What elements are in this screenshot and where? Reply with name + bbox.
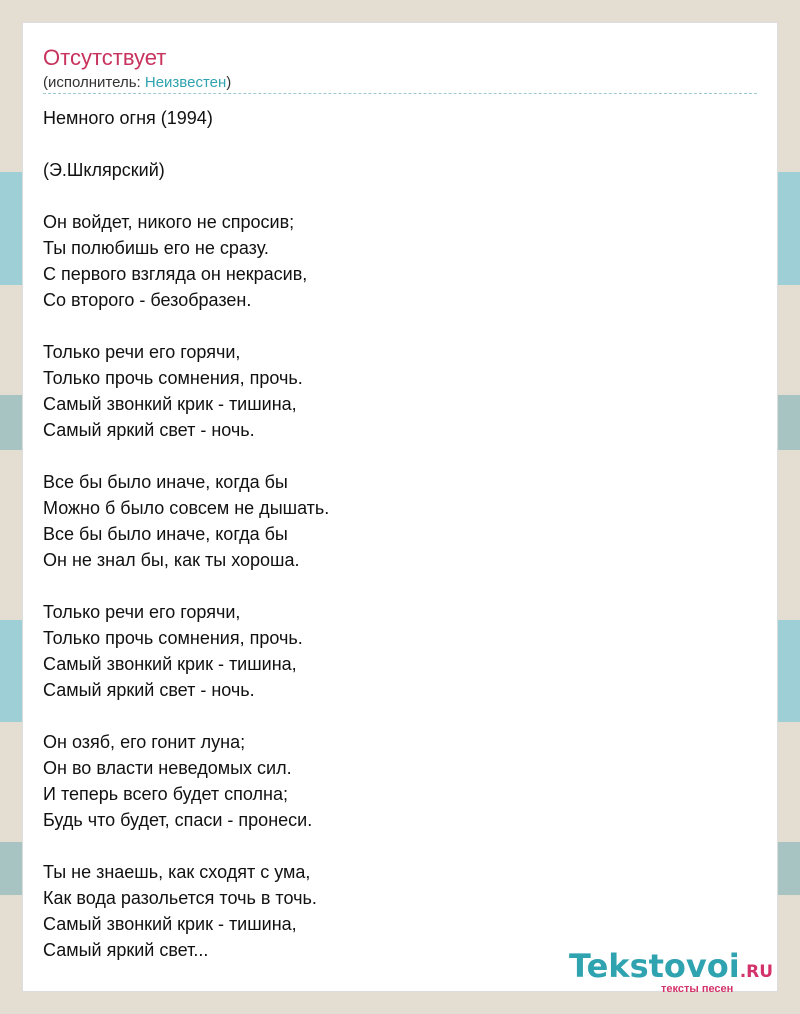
song-title: Отсутствует [43,45,167,70]
stanza-gap [43,703,329,729]
artist-line [43,74,231,92]
lyrics-card [22,22,778,995]
lyric-line: Он не знал бы, как ты хороша. [43,550,300,570]
lyric-line: Самый яркий свет - ночь. [43,680,255,700]
stanza-gap [43,573,329,599]
stanza-gap [43,443,329,469]
artist-suffix: ) [226,74,232,91]
lyric-line: Только речи его горячи, [43,602,241,622]
lyrics-text [43,105,329,963]
lyric-line: Он озяб, его гонит луна; [43,732,246,752]
lyric-line: Самый звонкий крик - тишина, [43,394,297,414]
lyric-line: Немного огня (1994) [43,108,213,128]
stanza-gap [43,313,329,339]
artist-prefix: (исполнитель: [43,74,145,91]
lyric-line: Только прочь сомнения, прочь. [43,368,303,388]
lyric-line: Можно б было совсем не дышать. [43,498,330,518]
logo-tagline: тексты песен [661,983,734,995]
lyric-line: Он во власти неведомых сил. [43,758,292,778]
lyric-line: С первого взгляда он некрасив, [43,264,308,284]
stanza-gap [43,131,329,157]
lyric-line: Только прочь сомнения, прочь. [43,628,303,648]
lyric-line: (Э.Шклярский) [43,160,165,180]
stanza-gap [43,833,329,859]
lyric-line: Ты не знаешь, как сходят с ума, [43,862,311,882]
lyric-line: Самый яркий свет - ночь. [43,420,255,440]
site-logo[interactable] [569,947,774,995]
stanza-gap [43,183,329,209]
lyric-line: Только речи его горячи, [43,342,241,362]
lyric-line: Будь что будет, спаси - пронеси. [43,810,313,830]
lyric-line: И теперь всего будет сполна; [43,784,288,804]
header-divider [43,93,757,94]
lyric-line: Самый звонкий крик - тишина, [43,654,297,674]
lyric-line: Все бы было иначе, когда бы [43,472,288,492]
lyric-line: Все бы было иначе, когда бы [43,524,288,544]
artist-link[interactable]: Неизвестен [144,74,227,91]
lyric-line: Он войдет, никого не спросив; [43,212,295,232]
lyric-line: Самый яркий свет... [43,940,209,960]
lyric-line: Со второго - безобразен. [43,290,252,310]
logo-main-text: Tekstovoi [569,947,740,985]
lyric-line: Самый звонкий крик - тишина, [43,914,297,934]
logo-tld-text: .RU [739,962,774,982]
lyric-line: Как вода разольется точь в точь. [43,888,317,908]
lyric-line: Ты полюбишь его не сразу. [43,238,269,258]
